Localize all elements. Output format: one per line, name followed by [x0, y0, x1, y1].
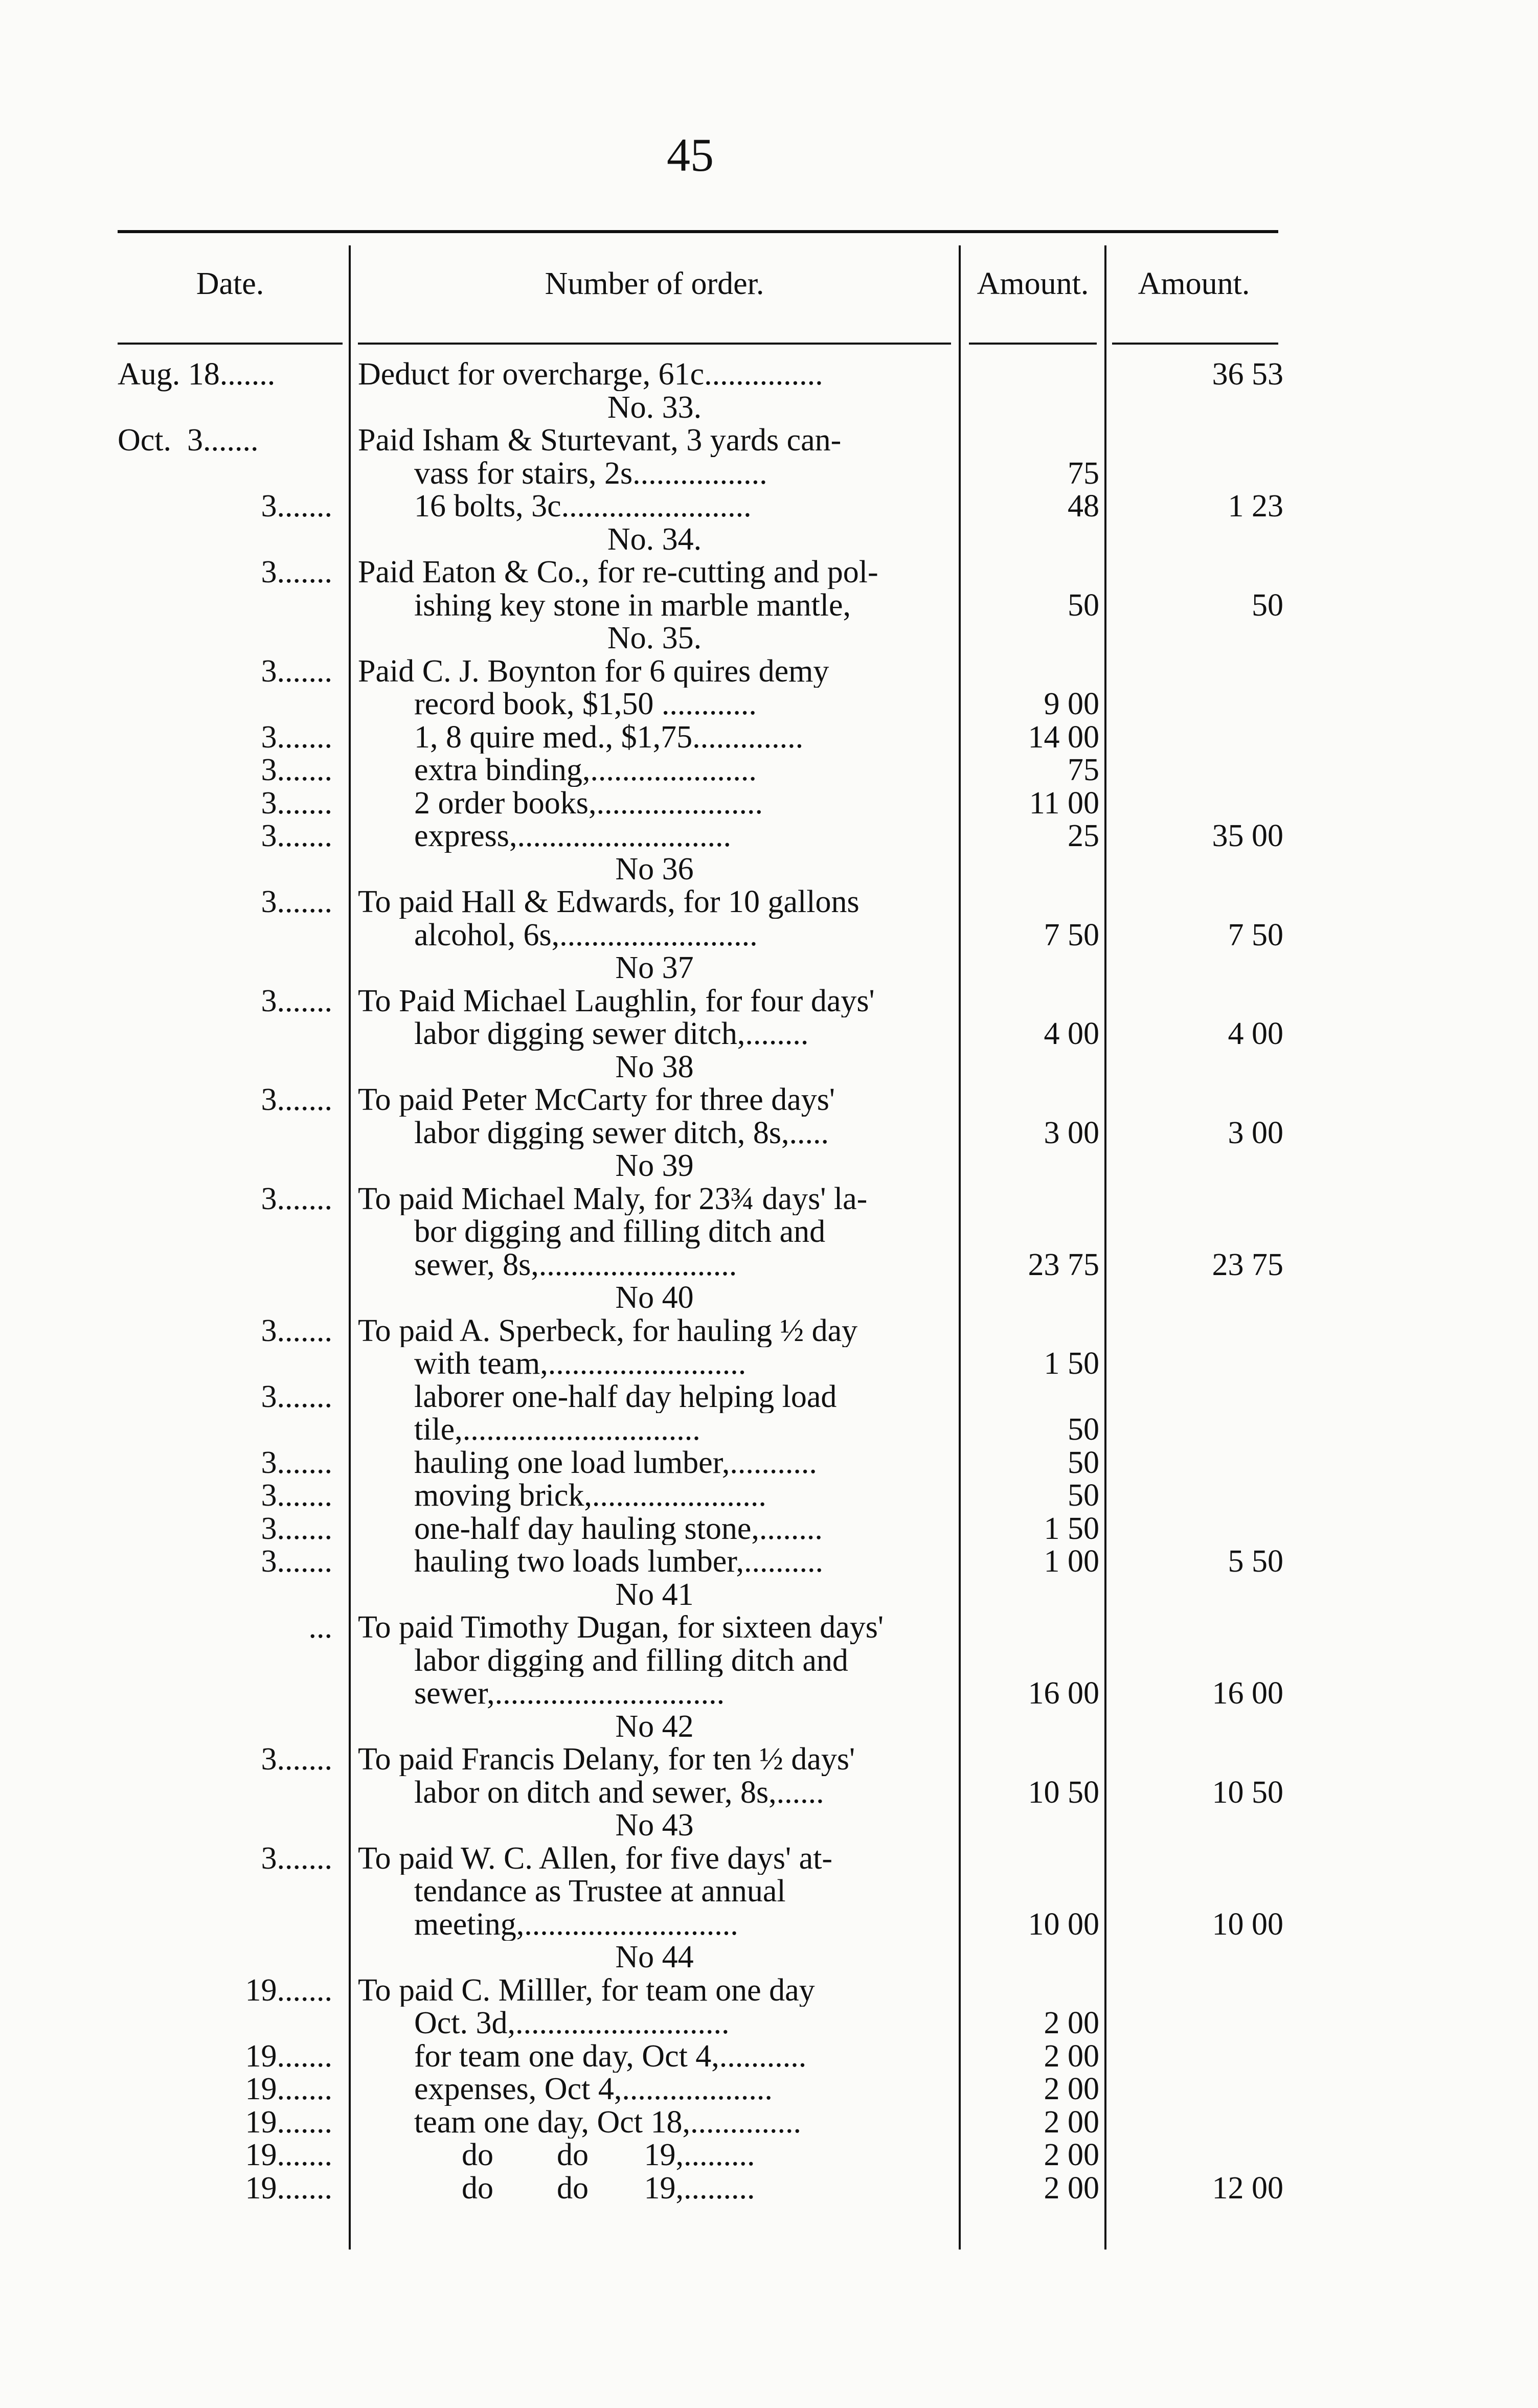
entry-description: tile,..............................: [414, 1413, 700, 1446]
header-rule-amount2: [1112, 343, 1278, 345]
entry-date: 19.......: [245, 1972, 332, 2008]
entry-date: 3.......: [261, 884, 332, 919]
entry-description: To paid C. Milller, for team one day: [358, 1973, 815, 2007]
entry-description: expenses, Oct 4,...................: [414, 2073, 773, 2106]
ledger-row: [0, 655, 1538, 688]
ledger-row: [0, 490, 1538, 523]
ledger-row: [0, 1479, 1538, 1512]
entry-amount: 9 00: [1044, 687, 1099, 721]
entry-description: one-half day hauling stone,........: [414, 1512, 823, 1545]
amount-column-header: Amount.: [977, 266, 1089, 301]
entry-description: team one day, Oct 18,..............: [414, 2105, 802, 2139]
entry-amount: 2 00: [1044, 2170, 1099, 2206]
entry-amount: 1 00: [1044, 1544, 1099, 1579]
entry-date: 3.......: [261, 1478, 332, 1513]
entry-description: labor digging sewer ditch,........: [414, 1017, 809, 1051]
entry-amount: 2 00: [1044, 2006, 1099, 2040]
ledger-row: [0, 1512, 1538, 1546]
entry-description: do do 19,.........: [414, 2139, 755, 2172]
entry-amount: 75: [1068, 753, 1099, 787]
ledger-row: [0, 1248, 1538, 1282]
ledger-row: [0, 2172, 1538, 2205]
entry-date: 3.......: [261, 555, 332, 589]
ledger-row: [0, 1677, 1538, 1710]
header-rule-date: [118, 343, 343, 345]
entry-description: meeting,...........................: [414, 1907, 738, 1941]
entry-date: 3.......: [261, 1313, 332, 1348]
ledger-row: [0, 1809, 1538, 1842]
entry-description: Oct. 3d,...........................: [414, 2007, 730, 2040]
entry-description: do do 19,.........: [414, 2171, 755, 2205]
ledger-row: [0, 787, 1538, 820]
entry-total: 50: [1252, 587, 1283, 623]
ledger-row: [0, 853, 1538, 886]
entry-amount: 10 50: [1028, 1775, 1099, 1810]
entry-date: 3.......: [261, 819, 332, 853]
entry-total: 1 23: [1228, 489, 1283, 524]
ledger-row: [0, 1908, 1538, 1941]
entry-date: ...: [308, 1610, 332, 1645]
entry-description: tendance as Trustee at annual: [414, 1875, 786, 1908]
entry-date: 3.......: [261, 983, 332, 1018]
ledger-row: [0, 1314, 1538, 1348]
ledger-row: [0, 1281, 1538, 1314]
entry-date: 3.......: [261, 653, 332, 689]
ledger-row: [0, 1776, 1538, 1809]
entry-amount: 50: [1068, 1445, 1099, 1480]
ledger-row: [0, 754, 1538, 787]
entry-date: 19.......: [245, 2072, 332, 2106]
entry-total: 23 75: [1212, 1247, 1283, 1282]
ledger-row: [0, 1743, 1538, 1776]
entry-date: 19.......: [245, 2138, 332, 2172]
entry-description: No 36: [615, 852, 694, 885]
ledger-row: [0, 1710, 1538, 1743]
entry-amount: 7 50: [1044, 917, 1099, 952]
entry-description: No 41: [615, 1578, 694, 1611]
entry-description: labor digging sewer ditch, 8s,.....: [414, 1116, 829, 1149]
entry-description: vass for stairs, 2s.................: [414, 457, 767, 490]
ledger-row: [0, 721, 1538, 754]
entry-amount: 3 00: [1044, 1115, 1099, 1150]
entry-date: Aug. 18.......: [118, 357, 276, 392]
entry-date: 3.......: [261, 1082, 332, 1117]
entry-date: 3.......: [261, 753, 332, 787]
entry-description: hauling two loads lumber,..........: [414, 1545, 823, 1578]
ledger-row: [0, 1842, 1538, 1875]
entry-amount: 10 00: [1028, 1906, 1099, 1942]
entry-amount: 11 00: [1029, 785, 1099, 821]
entry-description: laborer one-half day helping load: [414, 1380, 837, 1413]
entry-date: 3.......: [261, 1445, 332, 1480]
entry-amount: 25: [1068, 819, 1099, 853]
entry-description: ishing key stone in marble mantle,: [414, 588, 851, 622]
entry-date: 3.......: [261, 1511, 332, 1546]
entry-amount: 50: [1068, 1478, 1099, 1513]
ledger-row: [0, 622, 1538, 655]
entry-total: 10 00: [1212, 1906, 1283, 1942]
ledger-row: [0, 358, 1538, 391]
ledger-row: [0, 1413, 1538, 1446]
entry-description: alcohol, 6s,.........................: [414, 918, 758, 951]
entry-date: 19.......: [245, 2104, 332, 2140]
ledger-row: [0, 424, 1538, 457]
entry-description: To Paid Michael Laughlin, for four days': [358, 984, 875, 1017]
page-number: 45: [667, 129, 714, 181]
entry-description: No. 34.: [607, 523, 702, 556]
ledger-row: [0, 391, 1538, 424]
entry-description: No 39: [615, 1149, 694, 1183]
entry-total: 16 00: [1212, 1676, 1283, 1711]
entry-description: No 38: [615, 1050, 694, 1083]
ledger-row: [0, 1051, 1538, 1084]
entry-description: No 44: [615, 1941, 694, 1974]
ledger-row: [0, 820, 1538, 853]
ledger-row: [0, 1017, 1538, 1051]
ledger-row: [0, 1611, 1538, 1644]
ledger-row: [0, 1380, 1538, 1414]
entry-description: hauling one load lumber,...........: [414, 1446, 817, 1479]
entry-description: No 43: [615, 1809, 694, 1842]
ledger-row: [0, 1875, 1538, 1908]
ledger-row: [0, 1446, 1538, 1480]
entry-description: record book, $1,50 ............: [414, 688, 757, 721]
entry-date: 3.......: [261, 785, 332, 821]
entry-amount: 75: [1068, 456, 1099, 491]
entry-description: 2 order books,.....................: [414, 786, 763, 820]
entry-description: 16 bolts, 3c........................: [414, 490, 752, 523]
ledger-row: [0, 1083, 1538, 1117]
entry-total: 5 50: [1228, 1544, 1283, 1579]
entry-total: 7 50: [1228, 917, 1283, 952]
entry-amount: 2 00: [1044, 2072, 1099, 2106]
top-rule: [118, 230, 1278, 233]
entry-date: 3.......: [261, 489, 332, 524]
ledger-row: [0, 1974, 1538, 2007]
entry-amount: 23 75: [1028, 1247, 1099, 1282]
entry-amount: 50: [1068, 1412, 1099, 1447]
ledger-row: [0, 985, 1538, 1018]
entry-date: 3.......: [261, 1742, 332, 1777]
entry-description: No 42: [615, 1710, 694, 1743]
ledger-row: [0, 1215, 1538, 1248]
entry-description: bor digging and filling ditch and: [414, 1215, 826, 1248]
entry-total: 36 53: [1212, 357, 1283, 392]
entry-date: 19.......: [245, 2038, 332, 2074]
entry-amount: 1 50: [1044, 1511, 1099, 1546]
entry-description: extra binding,.....................: [414, 754, 757, 787]
entry-description: express,...........................: [414, 820, 731, 853]
entry-description: No. 35.: [607, 622, 702, 655]
ledger-row: [0, 1545, 1538, 1578]
ledger-row: [0, 1183, 1538, 1216]
entry-amount: 4 00: [1044, 1016, 1099, 1051]
entry-description: Paid Eaton & Co., for re-cutting and pol-: [358, 556, 878, 589]
entry-date: 3.......: [261, 1544, 332, 1579]
entry-description: No 40: [615, 1281, 694, 1314]
entry-total: 3 00: [1228, 1115, 1283, 1150]
entry-description: To paid A. Sperbeck, for hauling ½ day: [358, 1314, 858, 1347]
ledger-row: [0, 589, 1538, 622]
entry-total: 10 50: [1212, 1775, 1283, 1810]
ledger-row: [0, 2106, 1538, 2139]
entry-total: 35 00: [1212, 819, 1283, 853]
entry-amount: 1 50: [1044, 1346, 1099, 1381]
entry-description: No 37: [615, 951, 694, 985]
ledger-row: [0, 1578, 1538, 1611]
entry-total: 4 00: [1228, 1016, 1283, 1051]
header-rule-amount1: [969, 343, 1097, 345]
entry-total: 12 00: [1212, 2170, 1283, 2206]
entry-amount: 2 00: [1044, 2104, 1099, 2140]
ledger-row: [0, 1347, 1538, 1380]
ledger-row: [0, 2073, 1538, 2106]
ledger-row: [0, 1644, 1538, 1677]
ledger-row: [0, 2139, 1538, 2172]
order-column-header: Number of order.: [545, 266, 764, 301]
entry-description: moving brick,......................: [414, 1479, 766, 1512]
ledger-row: [0, 919, 1538, 952]
entry-amount: 2 00: [1044, 2138, 1099, 2172]
ledger-row: [0, 1149, 1538, 1183]
entry-amount: 50: [1068, 587, 1099, 623]
entry-description: with team,.........................: [414, 1347, 747, 1380]
ledger-row: [0, 1941, 1538, 1974]
entry-description: labor on ditch and sewer, 8s,......: [414, 1776, 824, 1809]
header-rule-order: [358, 343, 951, 345]
entry-amount: 16 00: [1028, 1676, 1099, 1711]
entry-date: 3.......: [261, 1841, 332, 1876]
entry-description: for team one day, Oct 4,...........: [414, 2039, 807, 2073]
entry-description: To paid Timothy Dugan, for sixteen days': [358, 1611, 884, 1644]
ledger-row: [0, 457, 1538, 490]
entry-description: No. 33.: [607, 391, 702, 424]
entry-amount: 48: [1068, 489, 1099, 524]
entry-date: 3.......: [261, 1181, 332, 1216]
entry-amount: 14 00: [1028, 719, 1099, 755]
entry-description: Deduct for overcharge, 61c...............: [358, 358, 823, 391]
entry-description: labor digging and filling ditch and: [414, 1644, 848, 1677]
entry-date: 3.......: [261, 719, 332, 755]
ledger-row: [0, 688, 1538, 721]
entry-description: To paid W. C. Allen, for five days' at-: [358, 1842, 833, 1875]
entry-description: Paid Isham & Sturtevant, 3 yards can-: [358, 424, 842, 457]
entry-date: 3.......: [261, 1379, 332, 1414]
entry-description: sewer, 8s,.........................: [414, 1248, 737, 1281]
ledger-row: [0, 2040, 1538, 2073]
ledger-row: [0, 2007, 1538, 2040]
entry-description: To paid Hall & Edwards, for 10 gallons: [358, 885, 860, 919]
entry-description: To paid Michael Maly, for 23¾ days' la-: [358, 1182, 868, 1215]
entry-description: sewer,.............................: [414, 1677, 725, 1710]
ledger-row: [0, 951, 1538, 985]
total-amount-column-header: Amount.: [1138, 266, 1250, 301]
entry-description: To paid Peter McCarty for three days': [358, 1083, 835, 1117]
entry-date: Oct. 3.......: [118, 423, 259, 458]
ledger-row: [0, 885, 1538, 919]
entry-description: To paid Francis Delany, for ten ½ days': [358, 1743, 855, 1776]
date-column-header: Date.: [196, 266, 264, 301]
entry-description: Paid C. J. Boynton for 6 quires demy: [358, 654, 829, 688]
ledger-rows: [0, 358, 1538, 2205]
entry-date: 19.......: [245, 2170, 332, 2206]
ledger-row: [0, 1117, 1538, 1150]
ledger-row: [0, 556, 1538, 589]
ledger-row: [0, 523, 1538, 556]
entry-amount: 2 00: [1044, 2038, 1099, 2074]
entry-description: 1, 8 quire med., $1,75..............: [414, 720, 804, 754]
